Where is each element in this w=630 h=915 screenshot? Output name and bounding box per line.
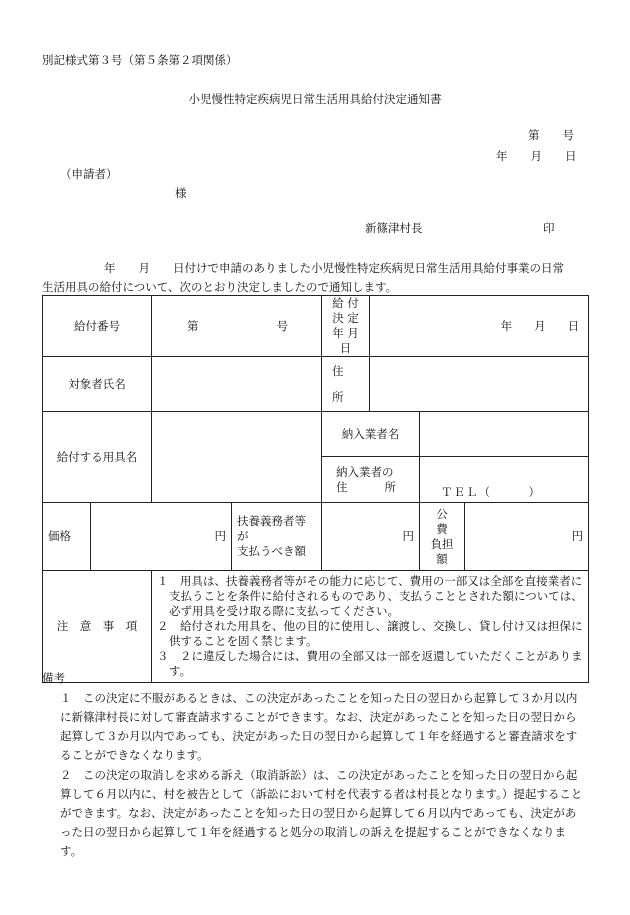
honorific: 様 [175,186,187,200]
remark-1 [42,689,587,765]
yogu-label: 給付する用具名 [43,412,152,503]
remark-1-text: １ この決定に不服があるときは、この決定があったことを知った日の翌日から起算して３か月以内に新篠津村長に対して審査請求することができます。なお、決定があったことを知った日の翌日から起算して３か月以内であっても、決定があった日の翌日から起算して１年を経過すると審査請求をすることができなくなります。 [60,691,578,762]
kakaku-label: 価格 [43,503,91,571]
chui-notes [152,571,589,683]
table-row [43,357,589,412]
gyosha-name-label: 納入業者名 [322,412,420,457]
fuyo-label [232,503,322,571]
nen-text: 年 [500,318,513,333]
kakaku-yen: 円 [91,503,232,571]
note-1: １ 用具は、扶養義務者等がその能力に応じて、費用の一部又は全部を直接業者に支払うことを条件に給付されるものであり、支払うこととされた額については、必ず用具を受け取る際に支払ってください。 [157,574,583,618]
kettei-date-value [370,296,589,357]
fuyo-line-2: 支払うべき額 [237,544,306,558]
table-row [43,571,589,683]
table-row [43,296,589,357]
decision-table [42,295,589,683]
taishosha-value [152,357,322,412]
intro-line-2: 生活用具の給付について、次のとおり決定しましたので通知します。 [42,280,398,294]
note-3: ３ ２に違反した場合には、費用の全部又は一部を返還していただくことがあります。 [157,649,583,678]
kohi-yen: 円 [465,503,589,571]
kohi-line-2: 負担額 [430,536,454,566]
go-text: 号 [276,318,289,333]
taishosha-label: 対象者氏名 [43,357,152,412]
applicant-label: （申請者） [60,167,118,181]
issuer-name: 新篠津村長 [365,221,423,235]
gyosha-addr-2a: 住 [336,479,348,494]
kettei-line-1: 給 付 決 定 [332,296,359,325]
form-label: 別記様式第３号（第５条第２項関係） [42,53,238,67]
kyufu-bango-value [152,296,322,357]
table-row [43,503,589,571]
fuyo-line-1: 扶養義務者等が [237,514,306,543]
table-row [43,412,589,457]
jusho-1: 住 [332,364,344,378]
intro-line-1: 年 月 日付けで申請のありました小児慢性特定疾病児日常生活用具給付事業の日常 [104,261,564,275]
jusho-2: 所 [332,390,344,404]
gyosha-addr-label [322,457,420,503]
kyufu-bango-label: 給付番号 [43,296,152,357]
document-number: 第 号 [528,128,574,142]
remarks-heading: 備考 [42,671,65,685]
issue-date: 年 月 日 [496,149,577,163]
fuyo-yen: 円 [322,503,420,571]
remark-2-text: ２ この決定の取消しを求める訴え（取消訴訟）は、この決定があったことを知った日の翌日から起算して６月以内に、村を被告として（訴訟において村を代表する者は村長となります。）提起することができます。なお、決定があったことを知った日の翌日から起算して６月以内であっても、決定があった日の翌日から起算して１年を経過すると処分の取消しの訴えを提起することができなくなります。 [60,768,583,858]
hi-text: 日 [567,318,580,333]
gyosha-addr-1: 納入業者の [336,464,394,479]
seal-mark: 印 [543,221,555,235]
dai-text: 第 [187,318,199,333]
kettei-line-2: 年 月 日 [332,326,359,355]
tel-text: ＴＥＬ（ ） [441,485,542,499]
gyosha-addr-2b: 所 [384,479,397,494]
note-2: ２ 給付された用具を、他の目的に使用し、譲渡し、交換し、貸し付け又は担保に供することを固く禁じます。 [157,619,583,648]
remark-2 [42,766,587,861]
kettei-date-label [322,296,370,357]
gyosha-name-value [420,412,589,457]
gyosha-addr-value [420,457,589,503]
kohi-label [420,503,465,571]
yogu-value [152,412,322,503]
jusho-value [370,357,589,412]
jusho-label [322,357,370,412]
kohi-line-1: 公 費 [436,506,460,536]
tsuki-text: 月 [534,318,546,333]
page-title: 小児慢性特定疾病児日常生活用具給付決定通知書 [188,92,442,106]
chui-label: 注 意 事 項 [43,571,152,683]
